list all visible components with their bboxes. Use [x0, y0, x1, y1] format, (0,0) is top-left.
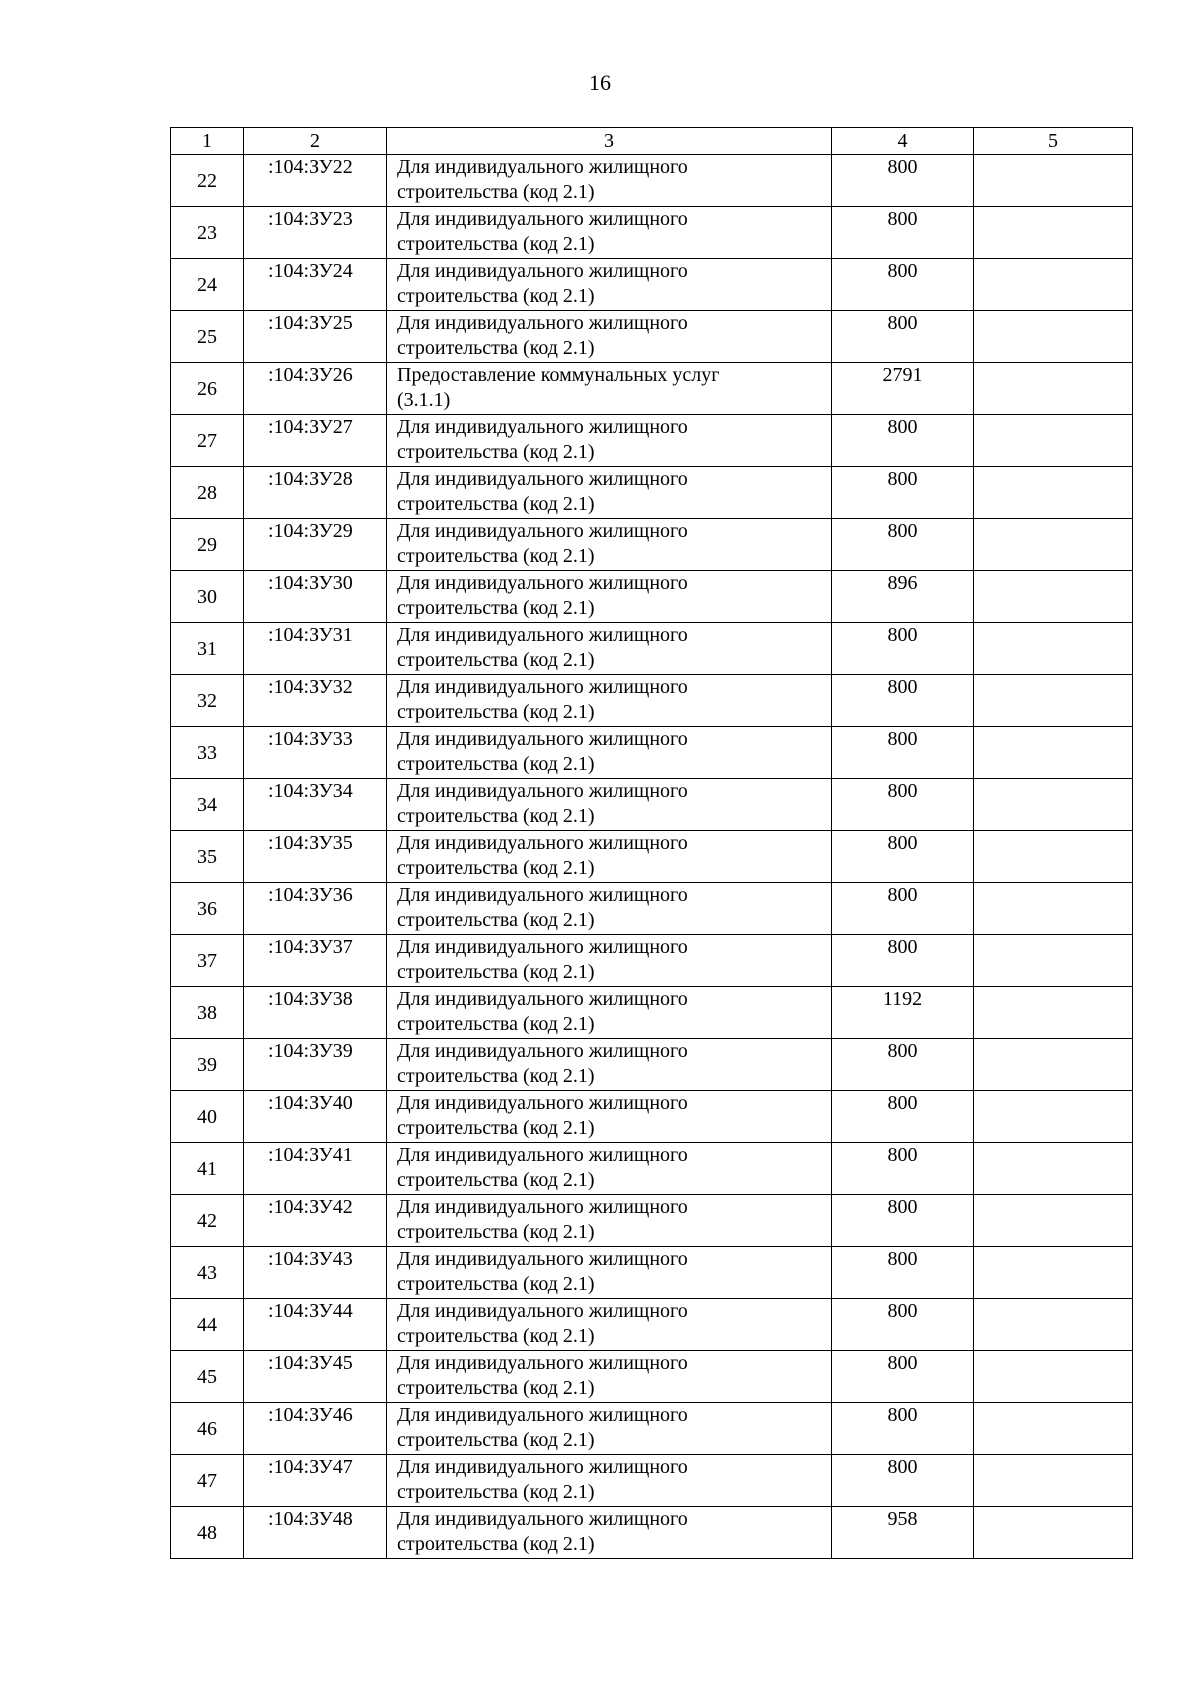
land-use-cell	[387, 1039, 832, 1091]
land-use-cell	[387, 1091, 832, 1143]
land-use-cell	[387, 311, 832, 363]
area-cell: 800	[832, 1455, 974, 1507]
land-use-cell	[387, 1507, 832, 1559]
land-use-line-1: Для индивидуального жилищного	[397, 624, 688, 646]
table-row	[171, 155, 1133, 207]
row-number-cell: 41	[171, 1143, 244, 1195]
land-use-line-1: Для индивидуального жилищного	[397, 988, 688, 1010]
area-cell: 800	[832, 623, 974, 675]
land-use-line-2: строительства (код 2.1)	[397, 1377, 595, 1399]
land-use-cell	[387, 1455, 832, 1507]
note-cell	[974, 467, 1133, 519]
area-cell: 800	[832, 467, 974, 519]
note-cell	[974, 207, 1133, 259]
row-number-cell: 27	[171, 415, 244, 467]
row-number-cell: 35	[171, 831, 244, 883]
land-use-cell	[387, 155, 832, 207]
note-cell	[974, 415, 1133, 467]
area-cell: 800	[832, 1247, 974, 1299]
row-number-cell: 34	[171, 779, 244, 831]
land-use-cell	[387, 363, 832, 415]
area-cell: 800	[832, 155, 974, 207]
land-use-line-2: строительства (код 2.1)	[397, 337, 595, 359]
table-row	[171, 1039, 1133, 1091]
column-header-4: 4	[832, 128, 974, 155]
note-cell	[974, 779, 1133, 831]
table-row	[171, 519, 1133, 571]
table-row	[171, 883, 1133, 935]
area-cell: 800	[832, 1143, 974, 1195]
area-cell: 800	[832, 415, 974, 467]
land-use-line-2: строительства (код 2.1)	[397, 1481, 595, 1503]
row-number-cell: 28	[171, 467, 244, 519]
land-use-line-1: Для индивидуального жилищного	[397, 1352, 688, 1374]
table-header-row	[171, 128, 1133, 155]
row-number-cell: 37	[171, 935, 244, 987]
land-use-line-1: Для индивидуального жилищного	[397, 1144, 688, 1166]
row-number-cell: 45	[171, 1351, 244, 1403]
area-cell: 800	[832, 675, 974, 727]
land-use-line-1: Для индивидуального жилищного	[397, 208, 688, 230]
table-row	[171, 935, 1133, 987]
table-row	[171, 1247, 1133, 1299]
table-row	[171, 571, 1133, 623]
cadastral-number-cell: :104:ЗУ35	[244, 831, 387, 883]
row-number-cell: 30	[171, 571, 244, 623]
row-number-cell: 36	[171, 883, 244, 935]
row-number-cell: 25	[171, 311, 244, 363]
land-use-line-1: Для индивидуального жилищного	[397, 520, 688, 542]
cadastral-number-cell: :104:ЗУ32	[244, 675, 387, 727]
area-cell: 800	[832, 207, 974, 259]
land-use-line-1: Для индивидуального жилищного	[397, 572, 688, 594]
land-use-line-1: Предоставление коммунальных услуг	[397, 364, 720, 386]
land-use-line-2: строительства (код 2.1)	[397, 597, 595, 619]
table-row	[171, 363, 1133, 415]
cadastral-number-cell: :104:ЗУ33	[244, 727, 387, 779]
land-use-line-2: строительства (код 2.1)	[397, 441, 595, 463]
area-cell: 800	[832, 1299, 974, 1351]
cadastral-number-cell: :104:ЗУ43	[244, 1247, 387, 1299]
cadastral-number-cell: :104:ЗУ46	[244, 1403, 387, 1455]
cadastral-number-cell: :104:ЗУ28	[244, 467, 387, 519]
cadastral-number-cell: :104:ЗУ25	[244, 311, 387, 363]
row-number-cell: 23	[171, 207, 244, 259]
table-row	[171, 1455, 1133, 1507]
note-cell	[974, 1299, 1133, 1351]
table-row	[171, 779, 1133, 831]
cadastral-number-cell: :104:ЗУ37	[244, 935, 387, 987]
row-number-cell: 48	[171, 1507, 244, 1559]
cadastral-number-cell: :104:ЗУ24	[244, 259, 387, 311]
area-cell: 800	[832, 1091, 974, 1143]
table-row	[171, 415, 1133, 467]
land-use-cell	[387, 1143, 832, 1195]
land-use-cell	[387, 1195, 832, 1247]
land-use-line-1: Для индивидуального жилищного	[397, 260, 688, 282]
row-number-cell: 46	[171, 1403, 244, 1455]
cadastral-number-cell: :104:ЗУ29	[244, 519, 387, 571]
row-number-cell: 40	[171, 1091, 244, 1143]
land-use-line-2: строительства (код 2.1)	[397, 1065, 595, 1087]
table-row	[171, 623, 1133, 675]
cadastral-number-cell: :104:ЗУ26	[244, 363, 387, 415]
land-use-line-2: строительства (код 2.1)	[397, 1169, 595, 1191]
land-use-line-2: строительства (код 2.1)	[397, 805, 595, 827]
area-cell: 800	[832, 779, 974, 831]
land-use-cell	[387, 1247, 832, 1299]
row-number-cell: 39	[171, 1039, 244, 1091]
land-use-line-2: строительства (код 2.1)	[397, 649, 595, 671]
land-use-line-2: строительства (код 2.1)	[397, 961, 595, 983]
land-use-line-1: Для индивидуального жилищного	[397, 156, 688, 178]
column-header-3: 3	[387, 128, 832, 155]
land-use-line-2: строительства (код 2.1)	[397, 701, 595, 723]
land-use-line-1: Для индивидуального жилищного	[397, 1040, 688, 1062]
land-use-line-2: (3.1.1)	[397, 389, 451, 411]
area-cell: 1192	[832, 987, 974, 1039]
table-row	[171, 1351, 1133, 1403]
land-use-cell	[387, 415, 832, 467]
cadastral-number-cell: :104:ЗУ39	[244, 1039, 387, 1091]
note-cell	[974, 1143, 1133, 1195]
land-use-line-2: строительства (код 2.1)	[397, 1533, 595, 1555]
cadastral-number-cell: :104:ЗУ48	[244, 1507, 387, 1559]
land-use-cell	[387, 623, 832, 675]
note-cell	[974, 259, 1133, 311]
table-row	[171, 831, 1133, 883]
note-cell	[974, 831, 1133, 883]
area-cell: 800	[832, 259, 974, 311]
table-row	[171, 1143, 1133, 1195]
row-number-cell: 22	[171, 155, 244, 207]
note-cell	[974, 1351, 1133, 1403]
note-cell	[974, 883, 1133, 935]
land-use-cell	[387, 935, 832, 987]
land-use-line-1: Для индивидуального жилищного	[397, 1508, 688, 1530]
row-number-cell: 26	[171, 363, 244, 415]
note-cell	[974, 1195, 1133, 1247]
column-header-2: 2	[244, 128, 387, 155]
table-row	[171, 311, 1133, 363]
land-use-line-1: Для индивидуального жилищного	[397, 1404, 688, 1426]
note-cell	[974, 155, 1133, 207]
area-cell: 800	[832, 883, 974, 935]
note-cell	[974, 987, 1133, 1039]
land-use-line-1: Для индивидуального жилищного	[397, 780, 688, 802]
row-number-cell: 47	[171, 1455, 244, 1507]
table-row	[171, 675, 1133, 727]
land-use-line-2: строительства (код 2.1)	[397, 1117, 595, 1139]
note-cell	[974, 519, 1133, 571]
cadastral-number-cell: :104:ЗУ40	[244, 1091, 387, 1143]
note-cell	[974, 311, 1133, 363]
land-use-cell	[387, 831, 832, 883]
land-use-line-1: Для индивидуального жилищного	[397, 884, 688, 906]
land-use-line-1: Для индивидуального жилищного	[397, 468, 688, 490]
land-use-line-2: строительства (код 2.1)	[397, 857, 595, 879]
land-use-cell	[387, 1299, 832, 1351]
note-cell	[974, 1507, 1133, 1559]
row-number-cell: 33	[171, 727, 244, 779]
table-row	[171, 987, 1133, 1039]
land-use-cell	[387, 987, 832, 1039]
land-use-line-2: строительства (код 2.1)	[397, 285, 595, 307]
land-plots-table	[170, 127, 1133, 1559]
land-use-line-1: Для индивидуального жилищного	[397, 1196, 688, 1218]
land-use-line-1: Для индивидуального жилищного	[397, 832, 688, 854]
cadastral-number-cell: :104:ЗУ34	[244, 779, 387, 831]
cadastral-number-cell: :104:ЗУ31	[244, 623, 387, 675]
land-use-line-1: Для индивидуального жилищного	[397, 1092, 688, 1114]
land-use-line-1: Для индивидуального жилищного	[397, 676, 688, 698]
cadastral-number-cell: :104:ЗУ27	[244, 415, 387, 467]
land-use-line-2: строительства (код 2.1)	[397, 909, 595, 931]
land-use-cell	[387, 207, 832, 259]
area-cell: 800	[832, 935, 974, 987]
note-cell	[974, 363, 1133, 415]
land-use-line-1: Для индивидуального жилищного	[397, 1248, 688, 1270]
land-use-line-1: Для индивидуального жилищного	[397, 1456, 688, 1478]
row-number-cell: 29	[171, 519, 244, 571]
cadastral-number-cell: :104:ЗУ36	[244, 883, 387, 935]
land-use-line-1: Для индивидуального жилищного	[397, 1300, 688, 1322]
cadastral-number-cell: :104:ЗУ42	[244, 1195, 387, 1247]
table-row	[171, 1195, 1133, 1247]
area-cell: 2791	[832, 363, 974, 415]
land-use-line-2: строительства (код 2.1)	[397, 1221, 595, 1243]
land-use-line-2: строительства (код 2.1)	[397, 545, 595, 567]
note-cell	[974, 623, 1133, 675]
area-cell: 800	[832, 1351, 974, 1403]
row-number-cell: 42	[171, 1195, 244, 1247]
area-cell: 800	[832, 1195, 974, 1247]
cadastral-number-cell: :104:ЗУ38	[244, 987, 387, 1039]
table-row	[171, 207, 1133, 259]
column-header-5: 5	[974, 128, 1133, 155]
area-cell: 800	[832, 519, 974, 571]
area-cell: 800	[832, 831, 974, 883]
row-number-cell: 38	[171, 987, 244, 1039]
table-row	[171, 1403, 1133, 1455]
row-number-cell: 32	[171, 675, 244, 727]
cadastral-number-cell: :104:ЗУ45	[244, 1351, 387, 1403]
land-use-line-2: строительства (код 2.1)	[397, 1013, 595, 1035]
column-header-1: 1	[171, 128, 244, 155]
note-cell	[974, 1455, 1133, 1507]
land-use-line-2: строительства (код 2.1)	[397, 1429, 595, 1451]
table-row	[171, 1507, 1133, 1559]
land-use-line-2: строительства (код 2.1)	[397, 233, 595, 255]
note-cell	[974, 727, 1133, 779]
table-row	[171, 1299, 1133, 1351]
table-row	[171, 467, 1133, 519]
land-use-line-1: Для индивидуального жилищного	[397, 936, 688, 958]
land-use-cell	[387, 467, 832, 519]
land-use-cell	[387, 1403, 832, 1455]
land-use-line-2: строительства (код 2.1)	[397, 1273, 595, 1295]
land-use-cell	[387, 571, 832, 623]
area-cell: 800	[832, 1403, 974, 1455]
land-use-line-2: строительства (код 2.1)	[397, 493, 595, 515]
land-use-line-1: Для индивидуального жилищного	[397, 312, 688, 334]
land-use-cell	[387, 259, 832, 311]
note-cell	[974, 571, 1133, 623]
land-use-cell	[387, 883, 832, 935]
area-cell: 800	[832, 311, 974, 363]
note-cell	[974, 1247, 1133, 1299]
note-cell	[974, 1039, 1133, 1091]
cadastral-number-cell: :104:ЗУ30	[244, 571, 387, 623]
cadastral-number-cell: :104:ЗУ41	[244, 1143, 387, 1195]
cadastral-number-cell: :104:ЗУ47	[244, 1455, 387, 1507]
cadastral-number-cell: :104:ЗУ23	[244, 207, 387, 259]
area-cell: 958	[832, 1507, 974, 1559]
land-use-line-1: Для индивидуального жилищного	[397, 416, 688, 438]
land-use-line-2: строительства (код 2.1)	[397, 1325, 595, 1347]
land-use-cell	[387, 727, 832, 779]
cadastral-number-cell: :104:ЗУ44	[244, 1299, 387, 1351]
table-body	[171, 155, 1133, 1559]
area-cell: 800	[832, 1039, 974, 1091]
row-number-cell: 24	[171, 259, 244, 311]
table-row	[171, 1091, 1133, 1143]
note-cell	[974, 1091, 1133, 1143]
row-number-cell: 44	[171, 1299, 244, 1351]
area-cell: 896	[832, 571, 974, 623]
row-number-cell: 43	[171, 1247, 244, 1299]
table-row	[171, 727, 1133, 779]
land-use-line-1: Для индивидуального жилищного	[397, 728, 688, 750]
land-use-line-2: строительства (код 2.1)	[397, 181, 595, 203]
page-number: 16	[589, 70, 611, 95]
area-cell: 800	[832, 727, 974, 779]
land-use-cell	[387, 779, 832, 831]
note-cell	[974, 935, 1133, 987]
note-cell	[974, 1403, 1133, 1455]
note-cell	[974, 675, 1133, 727]
land-use-cell	[387, 1351, 832, 1403]
row-number-cell: 31	[171, 623, 244, 675]
table-row	[171, 259, 1133, 311]
land-use-cell	[387, 519, 832, 571]
cadastral-number-cell: :104:ЗУ22	[244, 155, 387, 207]
land-use-line-2: строительства (код 2.1)	[397, 753, 595, 775]
land-use-cell	[387, 675, 832, 727]
